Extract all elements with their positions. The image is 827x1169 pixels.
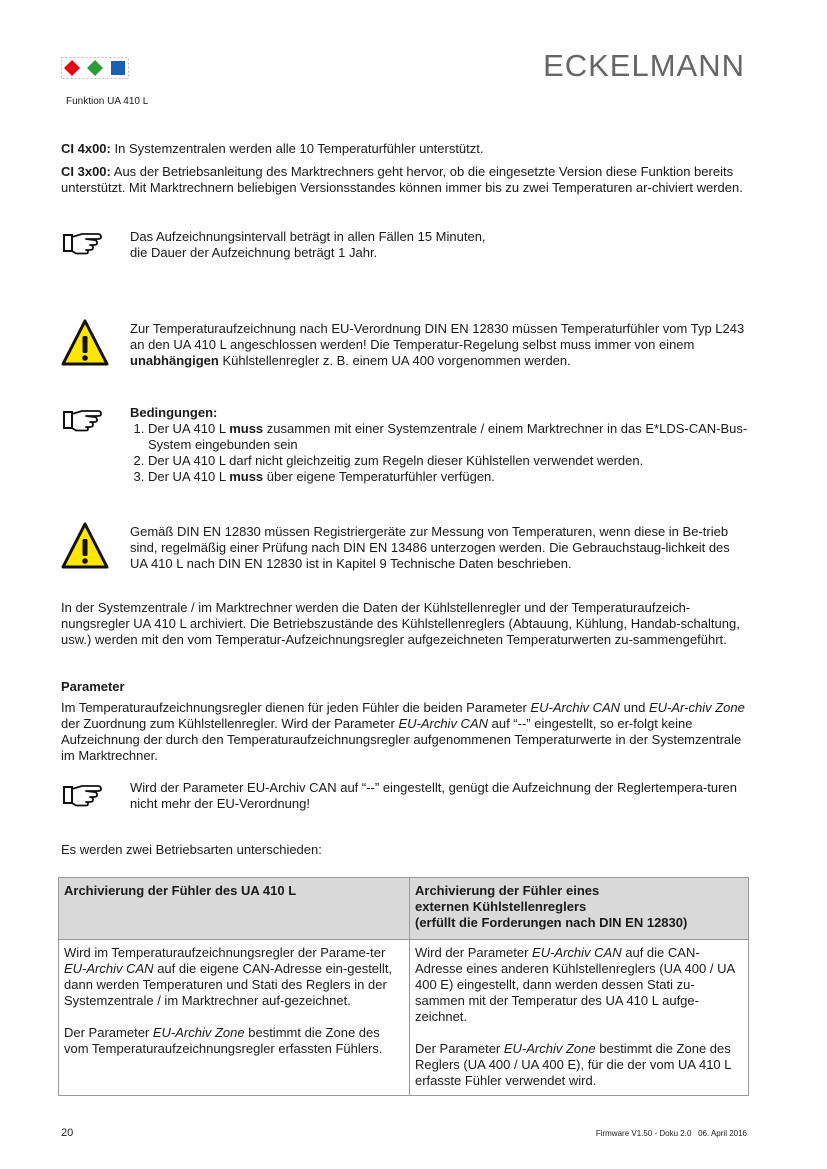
list-item: 1. Der UA 410 L muss zusammen mit einer Systemzentrale / einem Marktrechner in das E*LDS-CAN-Bus-System eingebunden sein <box>148 421 750 453</box>
parameter-heading: Parameter <box>61 679 125 694</box>
list-item: 3. Der UA 410 L muss über eigene Temperaturfühler verfügen. <box>148 469 750 485</box>
brand-name: ECKELMANN <box>543 48 745 83</box>
warning-icon <box>61 522 109 570</box>
note-recording-interval: Das Aufzeichnungsintervall beträgt in allen Fällen 15 Minuten, die Dauer der Aufzeichnung beträgt 1 Jahr. <box>130 229 486 260</box>
document-info: Firmware V1.50 - Doku 2.0 06. April 2016 <box>595 1129 747 1138</box>
pointing-hand-icon <box>62 408 102 432</box>
conditions-list <box>130 421 750 485</box>
conditions-block <box>130 405 750 485</box>
ci4-paragraph: CI 4x00: In Systemzentralen werden alle 10 Temperaturfühler unterstützt. <box>61 141 484 156</box>
modes-table <box>58 877 749 1096</box>
warning-din-en-12830: Gemäß DIN EN 12830 müssen Registriergeräte zur Messung von Temperaturen, wenn diese in Be-trieb sind, regelmäßig einer Prüfung nach DIN EN 13486 unterzogen werden. Die Gebrauchstaug-lichkeit des UA 410 L nach DIN EN 12830 ist in Kapitel 9 Technische Daten beschrieben. <box>130 524 730 571</box>
modes-intro: Es werden zwei Betriebsarten unterschieden: <box>61 842 322 857</box>
table-header-cell: Archivierung der Fühler des UA 410 L <box>59 878 410 940</box>
table-row <box>59 940 749 1096</box>
table-header-cell: Archivierung der Fühler eines externen Kühlstellenreglers (erfüllt die Forderungen nach DIN EN 12830) <box>410 878 749 940</box>
conditions-title: Bedingungen: <box>130 405 218 420</box>
table-header-row <box>59 878 749 940</box>
ci3-paragraph: CI 3x00: Aus der Betriebsanleitung des Marktrechners geht hervor, ob die eingesetzte Version diese Funktion bereits unterstützt. Mit Marktrechnern beliebigen Versionsstandes können immer bis zu zwei Temperaturen ar-chiviert werden. <box>61 164 743 195</box>
pointing-hand-icon <box>62 231 102 255</box>
pointing-hand-icon <box>62 783 102 807</box>
archiving-paragraph: In der Systemzentrale / im Marktrechner werden die Daten der Kühlstellenregler und der Temperaturaufzeich-nungsregler UA 410 L archiviert. Die Betriebszustände des Kühlstellenreglers (Abtauung, Kühlung, Handab-schaltung, usw.) werden mit den vom Temperatur-Aufzeichnungsregler aufgezeichneten Temperaturwerten zu-sammengeführt. <box>61 600 740 647</box>
parameter-paragraph: Im Temperaturaufzeichnungsregler dienen für jeden Fühler die beiden Parameter EU-Archiv CAN und EU-Ar-chiv Zone der Zuordnung zum Kühlstellenregler. Wird der Parameter EU-Archiv CAN auf “--” eingestellt, so er-folgt keine Aufzeichnung der durch den Temperaturaufzeichnungsregler aufgenommenen Temperaturwerte in der Systemzentrale im Marktrechner. <box>61 700 745 763</box>
table-cell: Wird im Temperaturaufzeichnungsregler der Parame-ter EU-Archiv CAN auf die eigene CAN-Adresse ein-gestellt, dann werden Temperaturen und Stati des Reglers in der Systemzentrale / im Marktrechner auf-gezeichnet. Der Parameter EU-Archiv Zone bestimmt die Zone des vom Temperaturaufzeichnungsregler erfassten Fühlers. <box>59 940 410 1096</box>
page-number: 20 <box>61 1127 74 1139</box>
warning-icon <box>61 319 109 367</box>
table-cell: Wird der Parameter EU-Archiv CAN auf die CAN-Adresse eines anderen Kühlstellenreglers (UA 400 / UA 400 E) eingestellt, dann werden dessen Stati zu-sammen mit der Temperatur des UA 410 L aufge-zeichnet. Der Parameter EU-Archiv Zone bestimmt die Zone des Reglers (UA 400 / UA 400 E), für die der vom UA 410 L erfasste Fühler verwendet wird. <box>410 940 749 1096</box>
section-label: Funktion UA 410 L <box>66 96 149 107</box>
warning-temperature-sensors: Zur Temperaturaufzeichnung nach EU-Verordnung DIN EN 12830 müssen Temperaturfühler vom Typ L243 an den UA 410 L angeschlossen werden! Die Temperatur-Regelung selbst muss immer von einem unabhängigen Kühlstellenregler z. B. einem UA 400 vorgenommen werden. <box>130 321 745 368</box>
list-item: 2. Der UA 410 L darf nicht gleichzeitig zum Regeln dieser Kühlstellen verwendet werden. <box>148 453 750 469</box>
note-eu-archiv-can: Wird der Parameter EU-Archiv CAN auf “--” eingestellt, genügt die Aufzeichnung der Reglertempera-turen nicht mehr der EU-Verordnung! <box>130 780 737 811</box>
eckelmann-logo <box>61 57 129 79</box>
